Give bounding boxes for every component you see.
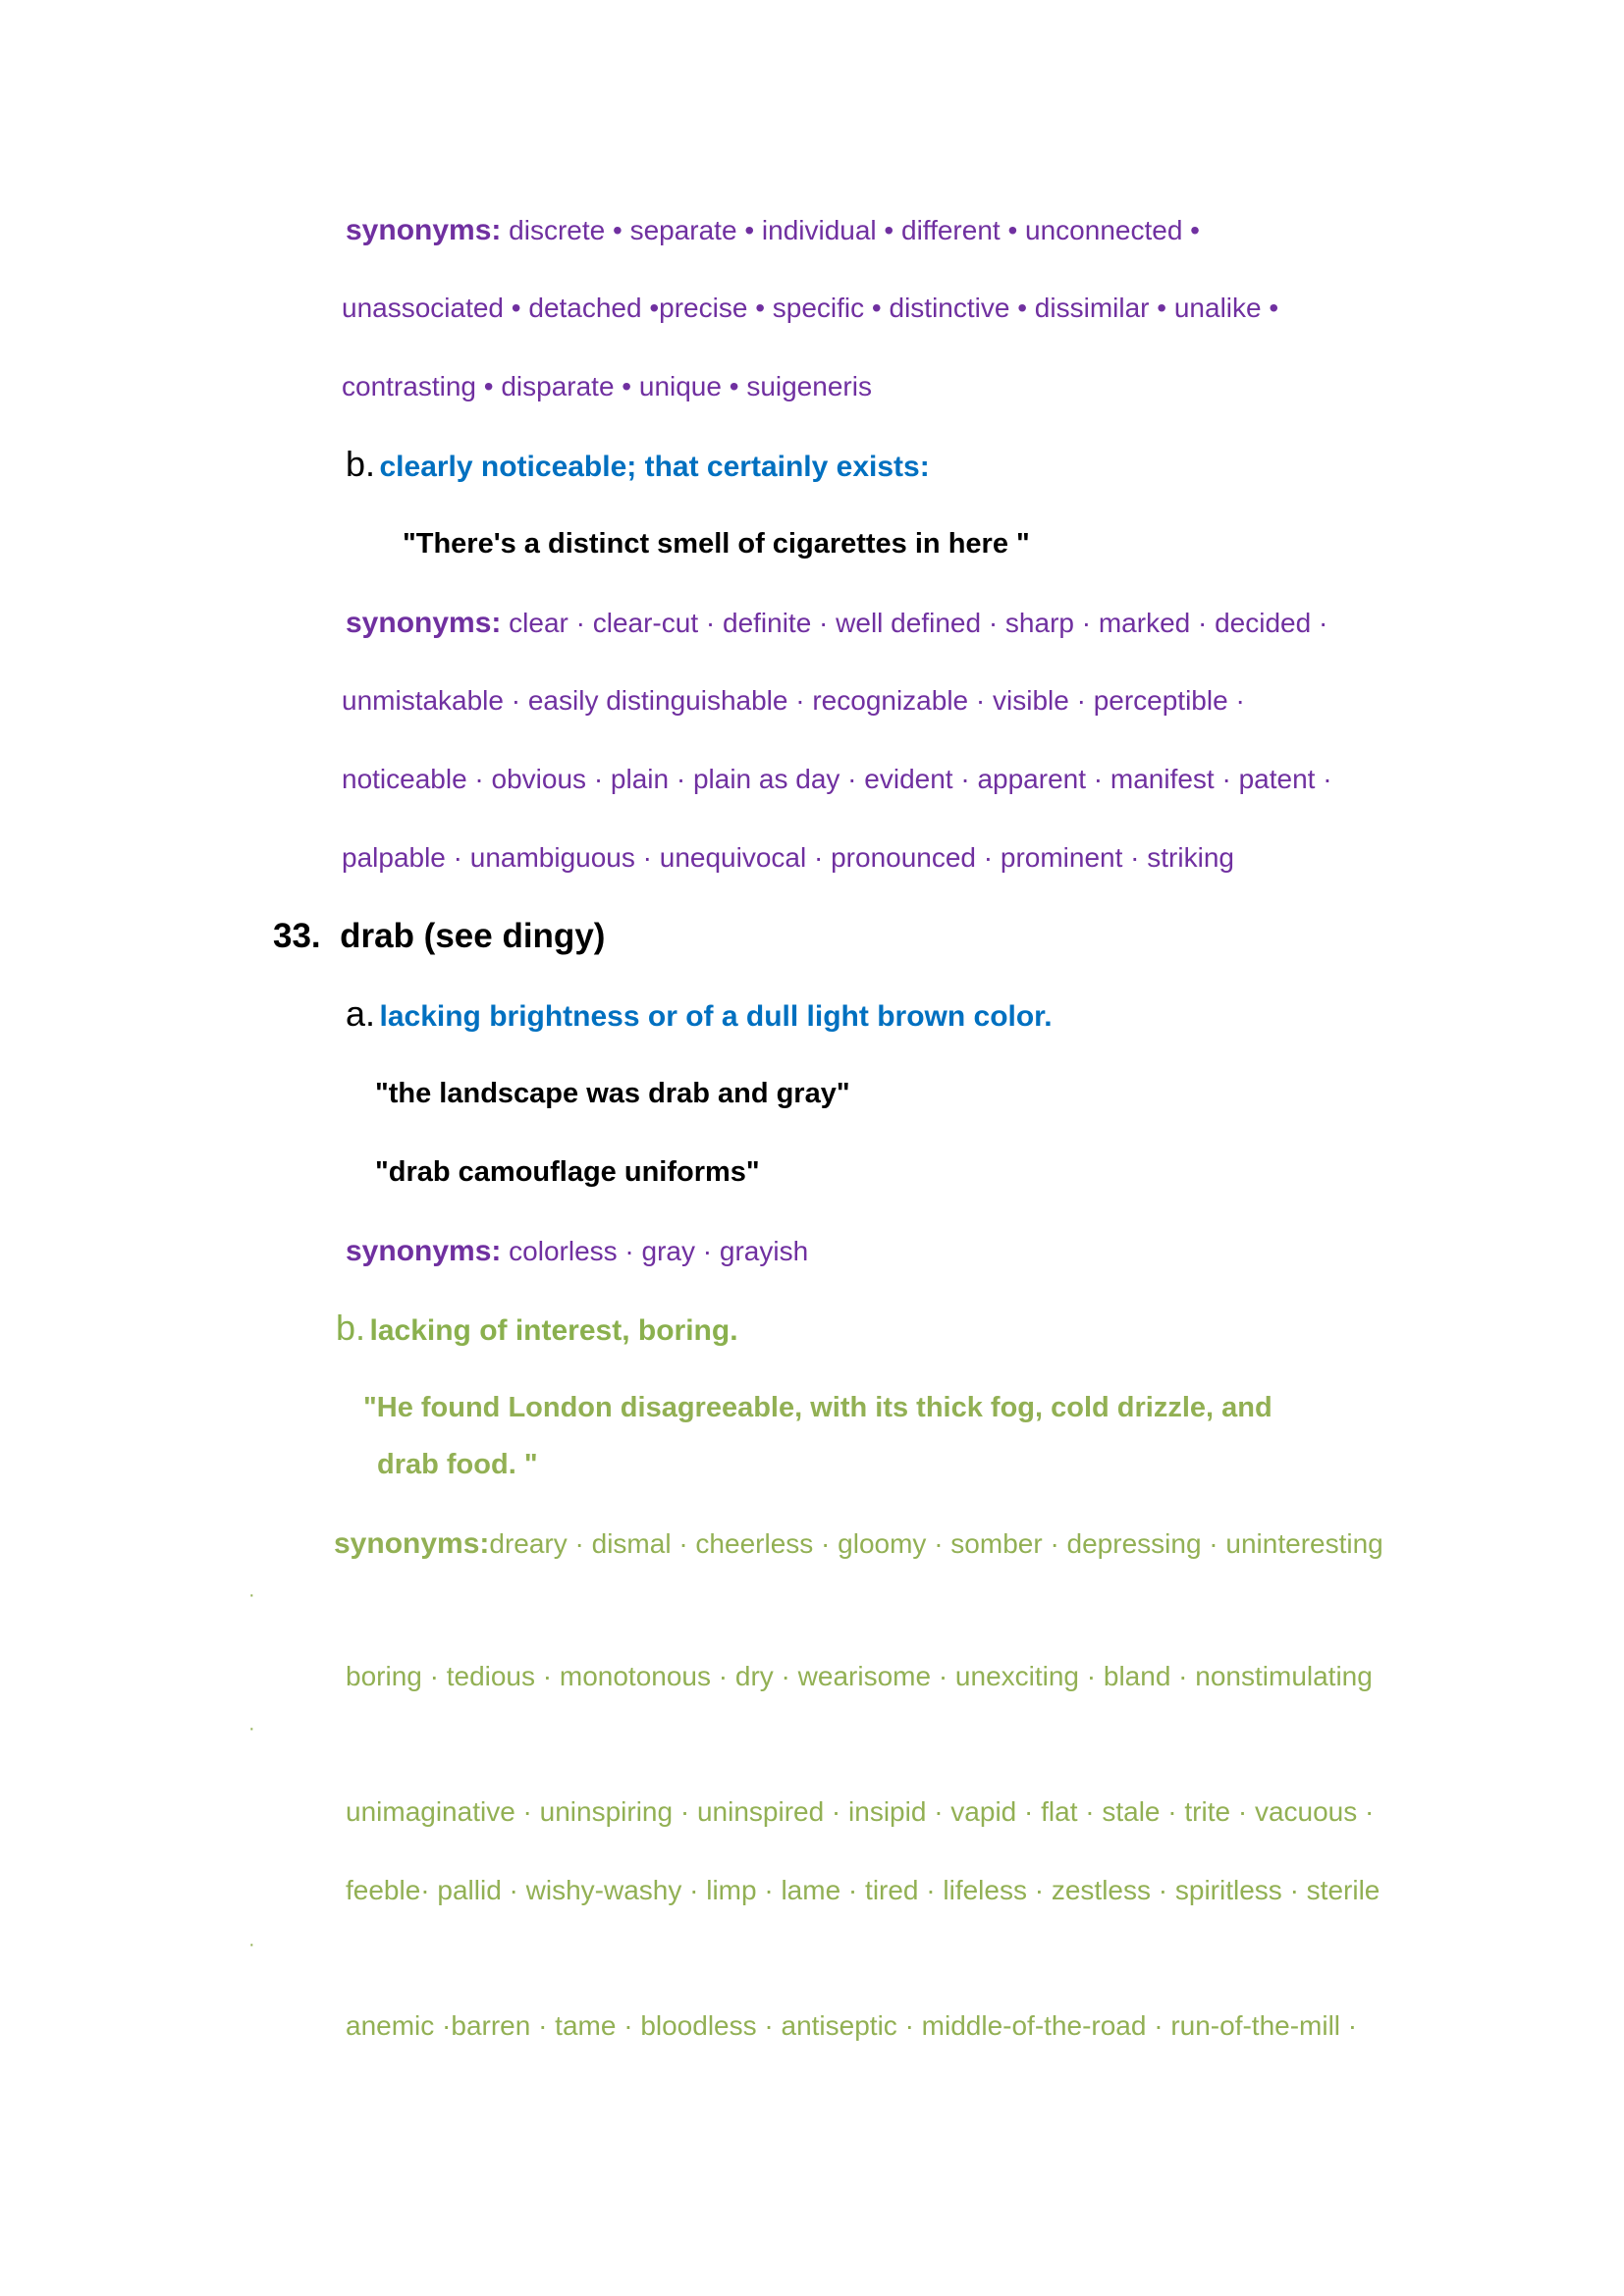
synonyms-line: boring · tedious · monotonous · dry · wearisome · unexciting · bland · nonstimulating [346,1661,1373,1691]
example-sentence: "drab camouflage uniforms" [375,1156,760,1188]
example-sentence: drab food. " [377,1449,538,1480]
synonyms-line [346,214,1200,247]
stray-dot: · [248,1934,255,1955]
sense-definition: lacking of interest, boring. [369,1314,738,1347]
synonyms-line: feeble· pallid · wishy-washy · limp · lame · tired · lifeless · zestless · spiritless · sterile [346,1875,1380,1905]
sense-definition: lacking brightness or of a dull light brown color. [379,1000,1053,1033]
stray-dot: · [248,1584,255,1606]
synonyms-line [334,1527,1383,1561]
synonyms-line: palpable · unambiguous · unequivocal · pronounced · prominent · striking [342,842,1234,873]
synonyms-label: synonyms: [346,607,502,639]
synonyms-label: synonyms: [334,1527,490,1560]
synonyms-line [346,607,1327,640]
sense-letter: a. [346,993,376,1034]
sense-heading [346,444,930,485]
synonyms-text: colorless · gray · grayish [501,1236,809,1266]
entry-headword: drab (see dingy) [340,917,606,955]
synonyms-text: clear · clear-cut · definite · well defined · sharp · marked · decided · [501,608,1328,638]
synonyms-label: synonyms: [346,214,502,246]
synonyms-line: contrasting • disparate • unique • suigeneris [342,371,872,401]
synonyms-line [346,1235,808,1268]
entry-number: 33. [273,917,321,955]
synonyms-label: synonyms: [346,1235,502,1267]
sense-definition: clearly noticeable; that certainly exists: [379,451,930,483]
synonyms-line: unassociated • detached •precise • specific • distinctive • dissimilar • unalike • [342,293,1279,323]
synonyms-text: dreary · dismal · cheerless · gloomy · somber · depressing · uninteresting [489,1528,1383,1559]
synonyms-text: discrete • separate • individual • different • unconnected • [501,215,1200,245]
synonyms-line: noticeable · obvious · plain · plain as day · evident · apparent · manifest · patent · [342,764,1332,794]
stray-dot: · [248,1718,255,1739]
synonyms-line: unimaginative · uninspiring · uninspired · insipid · vapid · flat · stale · trite · vacuous · [346,1796,1375,1827]
synonyms-line: anemic ·barren · tame · bloodless · antiseptic · middle-of-the-road · run-of-the-mill · [346,2010,1358,2041]
sense-heading [336,1308,738,1349]
example-sentence: "He found London disagreeable, with its thick fog, cold drizzle, and [363,1392,1272,1423]
sense-letter: b. [346,444,376,484]
sense-heading [346,993,1053,1035]
sense-letter: b. [336,1308,366,1348]
example-sentence: "There's a distinct smell of cigarettes in here " [403,528,1030,560]
example-sentence: "the landscape was drab and gray" [375,1078,850,1109]
synonyms-line: unmistakable · easily distinguishable · recognizable · visible · perceptible · [342,685,1245,716]
entry-heading [273,917,605,956]
